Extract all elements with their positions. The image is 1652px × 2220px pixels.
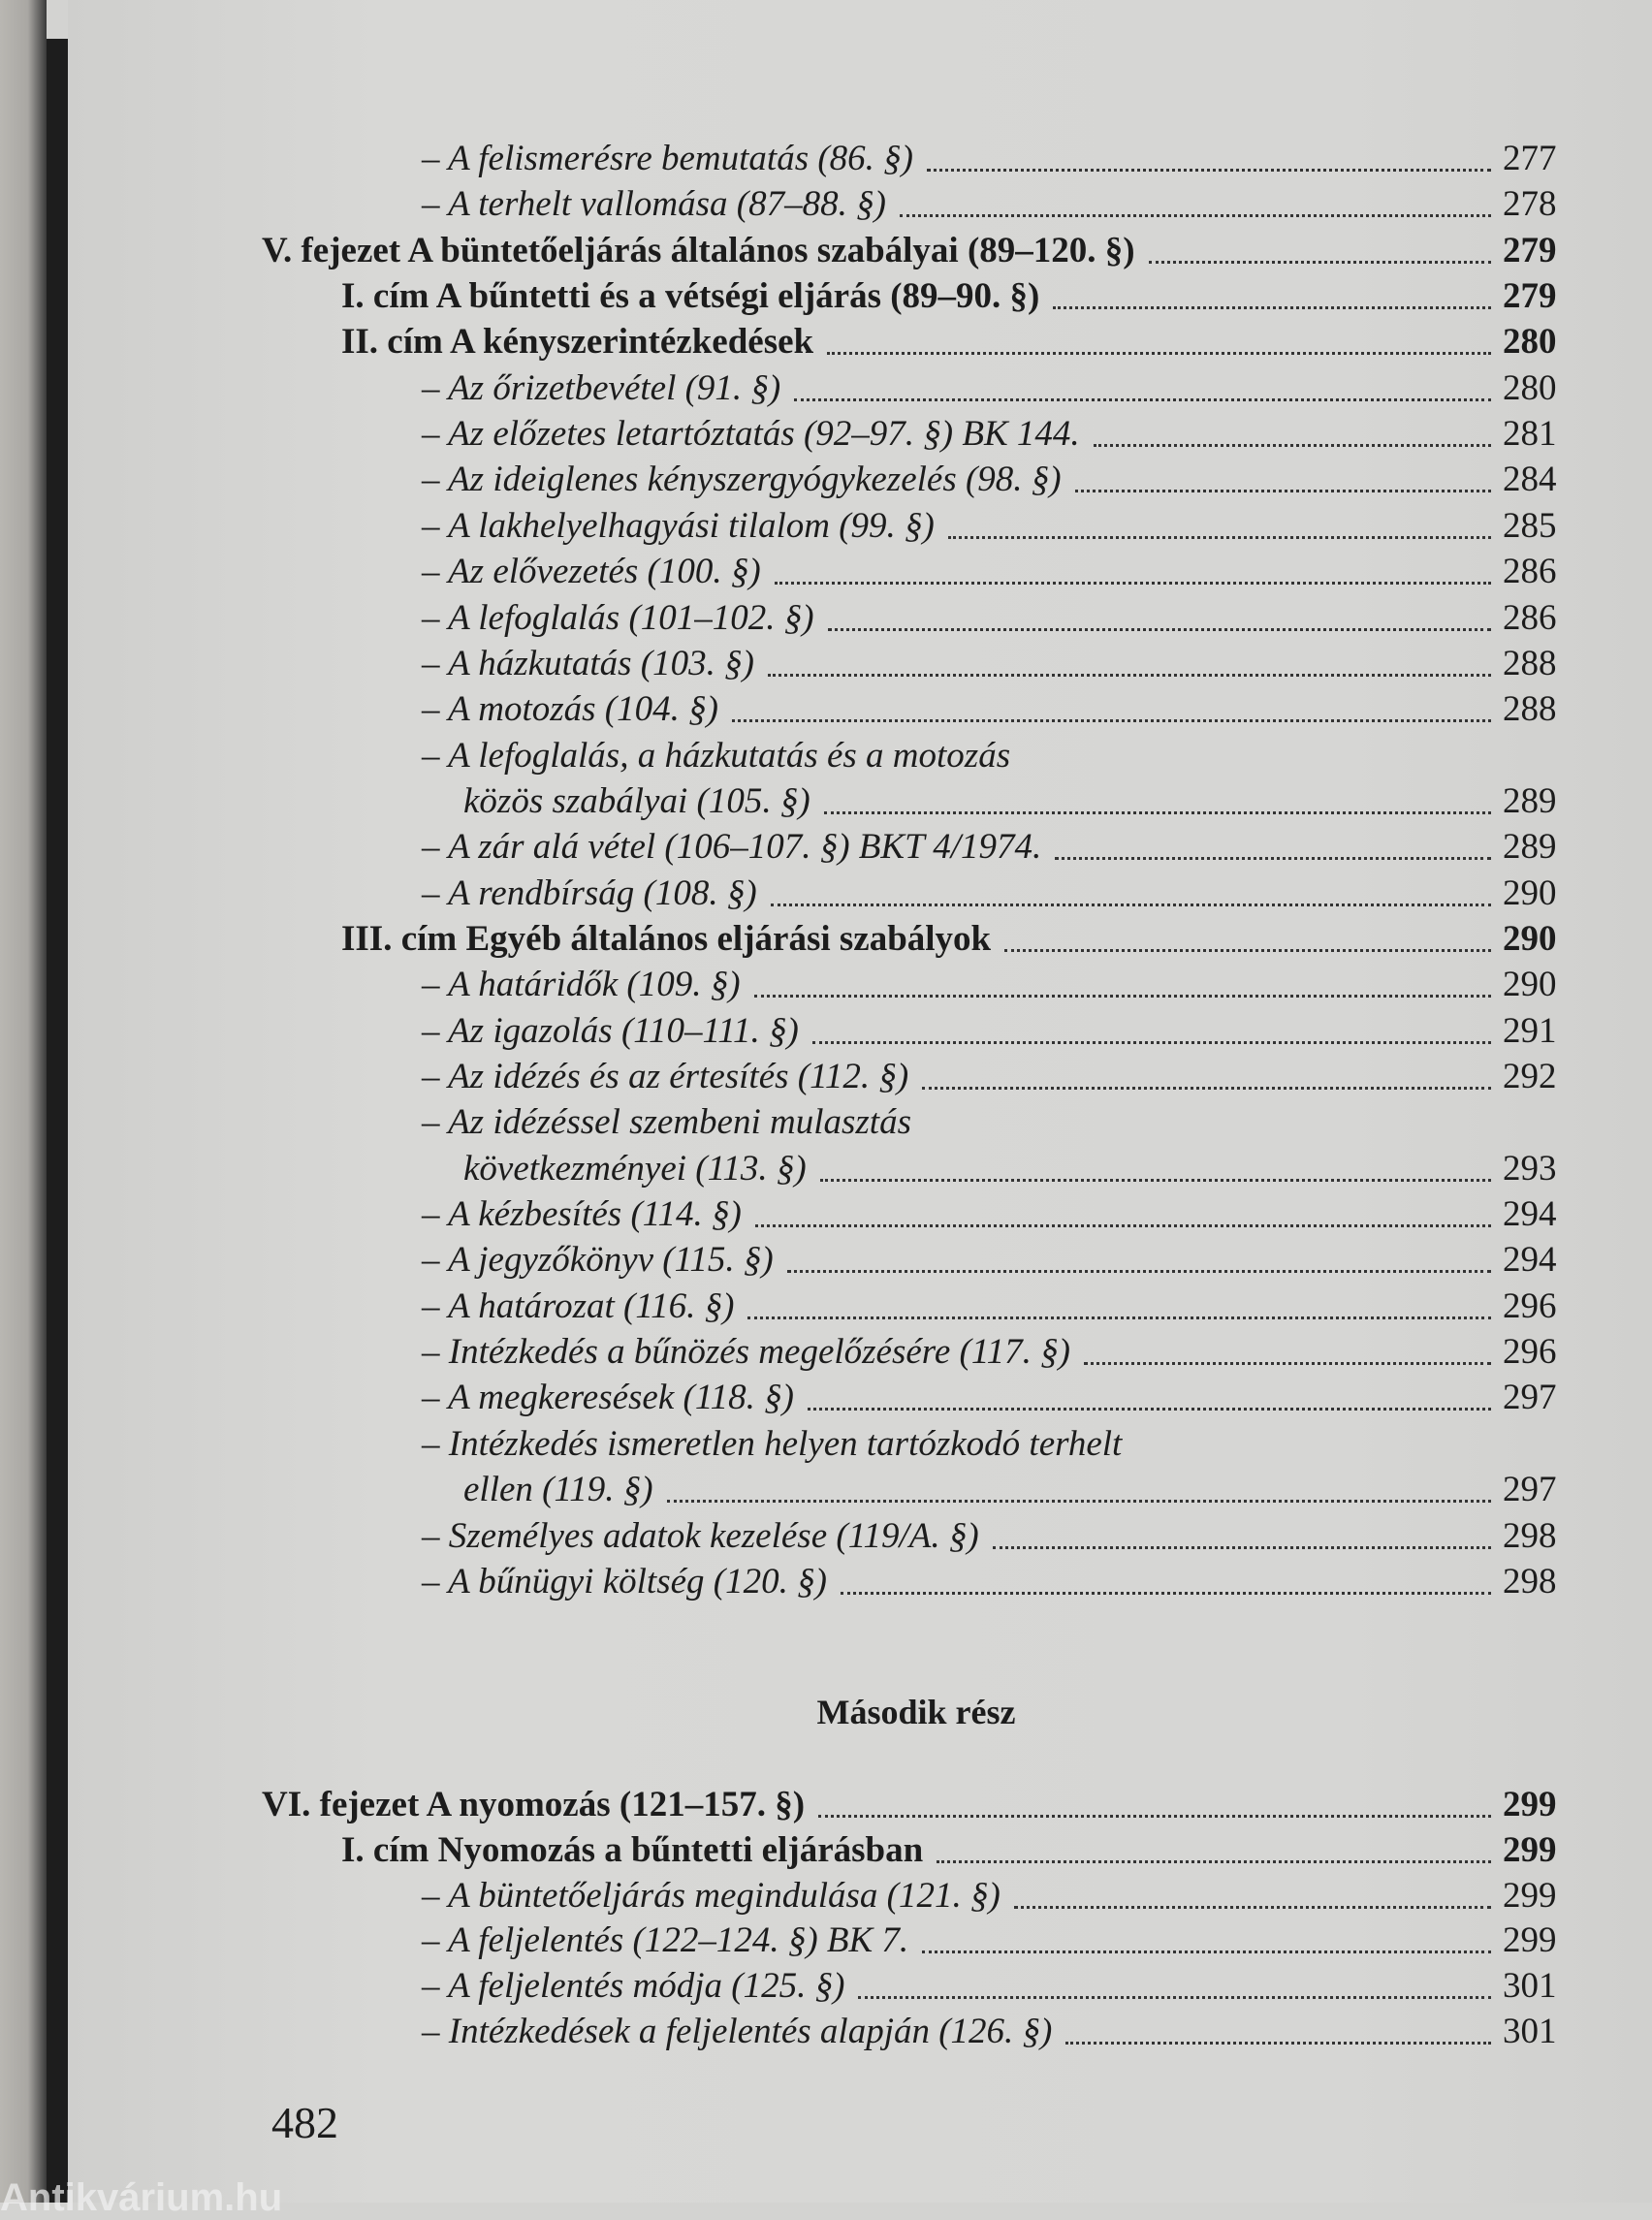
- dot-leader: [828, 627, 1491, 631]
- toc-entry-title: – A megkeresések (118. §): [422, 1378, 794, 1418]
- toc-entry-title: I. cím Nyomozás a bűntetti eljárásban: [341, 1829, 924, 1870]
- toc-entry: [0, 1513, 1571, 1559]
- dot-leader: [787, 1269, 1491, 1273]
- toc-entry: [0, 365, 1571, 411]
- toc-entry: [0, 1467, 1571, 1512]
- toc-entry: [0, 1375, 1571, 1420]
- toc-entry-title: közös szabályai (105. §): [463, 780, 810, 821]
- toc-entry-title: következményei (113. §): [463, 1148, 807, 1189]
- toc-entry-title: – Intézkedés a bűnözés megelőzésére (117. §): [422, 1332, 1070, 1373]
- toc-entry: [0, 1329, 1571, 1375]
- toc-entry-title: – Az elővezetés (100. §): [422, 552, 761, 592]
- toc-entry-title: II. cím A kényszerintézkedések: [341, 322, 814, 363]
- dot-leader: [1004, 948, 1491, 952]
- dot-leader: [937, 1859, 1491, 1863]
- toc-entry: [0, 1099, 1571, 1145]
- toc-entry-title: I. cím A bűntetti és a vétségi eljárás (89–90. §): [341, 276, 1040, 317]
- toc-entry: [0, 595, 1571, 641]
- toc-entry: [0, 686, 1571, 732]
- toc-entry: [0, 916, 1571, 962]
- dot-leader: [1149, 260, 1491, 264]
- toc-entry: [0, 871, 1571, 916]
- toc-entry-page: 290: [1503, 965, 1557, 1005]
- toc-entry: [0, 181, 1571, 227]
- toc-entry-title: – A büntetőeljárás megindulása (121. §): [422, 1875, 1001, 1916]
- dot-leader: [771, 903, 1491, 906]
- toc-entry-page: 289: [1503, 780, 1557, 821]
- dot-leader: [927, 168, 1491, 172]
- toc-entry: [0, 1782, 1571, 1827]
- toc-entry-page: 286: [1503, 597, 1557, 638]
- toc-entry: [0, 136, 1571, 181]
- toc-entry-title: V. fejezet A büntetőeljárás általános szabályai (89–120. §): [262, 230, 1135, 270]
- dot-leader: [1014, 1905, 1491, 1909]
- toc-entry: [0, 824, 1571, 870]
- toc-entry-title: III. cím Egyéb általános eljárási szabályok: [341, 918, 992, 959]
- toc-entry-page: 278: [1503, 184, 1557, 225]
- toc-entry-page: 280: [1503, 322, 1557, 363]
- toc-entry-title: – Az előzetes letartóztatás (92–97. §) BK 144.: [422, 414, 1080, 455]
- dot-leader: [732, 718, 1491, 722]
- toc-entry-title: – Intézkedések a feljelentés alapján (126. §): [422, 2012, 1053, 2051]
- toc-entry-title: – A lefoglalás, a házkutatás és a motozás: [422, 735, 1011, 776]
- toc-entry: [0, 962, 1571, 1007]
- dot-leader: [1053, 305, 1491, 309]
- toc-entry: [0, 228, 1571, 273]
- toc-entry-page: 284: [1503, 460, 1557, 500]
- toc-entry-title: – Az idézés és az értesítés (112. §): [422, 1057, 909, 1096]
- toc-entry-page: 280: [1503, 367, 1557, 408]
- toc-entry-page: 297: [1503, 1470, 1557, 1510]
- toc-entry-title: – A rendbírság (108. §): [422, 872, 757, 913]
- dot-leader: [818, 1814, 1491, 1818]
- toc-entry: [0, 1146, 1571, 1191]
- part-heading: Második rész: [816, 1693, 1016, 1731]
- toc-entry-title: – A jegyzőkönyv (115. §): [422, 1240, 774, 1281]
- toc-entry-page: 298: [1503, 1561, 1557, 1602]
- dot-leader: [747, 1316, 1491, 1319]
- toc-entry: [0, 503, 1571, 549]
- dot-leader: [808, 1407, 1491, 1411]
- toc-entry: [0, 733, 1571, 778]
- dot-leader: [922, 1086, 1491, 1090]
- toc-entry-title: – Az ideiglenes kényszergyógykezelés (98. §): [422, 460, 1062, 500]
- dot-leader: [1075, 489, 1491, 492]
- toc-entry-title: – A határidők (109. §): [422, 965, 741, 1005]
- dot-leader: [794, 397, 1491, 401]
- toc-entry-title: – Személyes adatok kezelése (119/A. §): [422, 1515, 979, 1556]
- watermark: Antikvárium.hu: [0, 2176, 283, 2219]
- toc-entry-page: 292: [1503, 1057, 1557, 1096]
- toc-entry-title: – A határozat (116. §): [422, 1285, 735, 1326]
- toc-entry-page: 296: [1503, 1285, 1557, 1326]
- toc-entry-title: ellen (119. §): [463, 1470, 653, 1510]
- toc-entry: [0, 1237, 1571, 1283]
- toc-entry-page: 301: [1503, 1966, 1557, 2007]
- toc-entry-page: 297: [1503, 1378, 1557, 1418]
- page-number: 482: [271, 2098, 338, 2147]
- toc-entry: [0, 549, 1571, 594]
- toc-entry: [0, 641, 1571, 686]
- dot-leader: [820, 1178, 1491, 1182]
- dot-leader: [841, 1591, 1491, 1595]
- toc-entry: [0, 1054, 1571, 1099]
- toc-entry-title: – A feljelentés módja (125. §): [422, 1966, 845, 2007]
- toc-entry-title: – A lakhelyelhagyási tilalom (99. §): [422, 505, 935, 546]
- toc-entry-page: 299: [1503, 1785, 1557, 1824]
- toc-entry: [0, 319, 1571, 365]
- toc-entry-title: – A kézbesítés (114. §): [422, 1194, 742, 1235]
- toc-entry-title: – Az idézéssel szembeni mulasztás: [422, 1102, 911, 1143]
- toc-entry-page: 299: [1503, 1875, 1557, 1916]
- toc-entry: [0, 1873, 1571, 1919]
- toc-entry-page: 288: [1503, 689, 1557, 730]
- toc-entry: [0, 1421, 1571, 1467]
- toc-entry-page: 296: [1503, 1332, 1557, 1373]
- toc-entry-title: – A felismerésre bemutatás (86. §): [422, 139, 913, 178]
- dot-leader: [1065, 2041, 1491, 2045]
- toc-entry-page: 288: [1503, 643, 1557, 683]
- dot-leader: [755, 1223, 1491, 1227]
- dot-leader: [768, 673, 1491, 677]
- toc-entry-title: – A zár alá vétel (106–107. §) BKT 4/1974.: [422, 827, 1042, 868]
- dot-leader: [1094, 443, 1491, 447]
- toc-entry-title: – A házkutatás (103. §): [422, 643, 754, 683]
- toc-entry-page: 301: [1503, 2012, 1557, 2051]
- toc-entry-title: – A feljelentés (122–124. §) BK 7.: [422, 1920, 909, 1961]
- dot-leader: [1084, 1361, 1491, 1365]
- toc-entry: [0, 457, 1571, 502]
- toc-entry-page: 281: [1503, 414, 1557, 455]
- toc-entry-title: – A lefoglalás (101–102. §): [422, 597, 814, 638]
- toc-entry: [0, 778, 1571, 824]
- dot-leader: [827, 351, 1491, 355]
- toc-entry-title: – A motozás (104. §): [422, 689, 718, 730]
- toc-entry: [0, 1191, 1571, 1237]
- toc-entry-page: 290: [1503, 872, 1557, 913]
- dot-leader: [900, 213, 1491, 217]
- toc-entry: [0, 1284, 1571, 1329]
- toc-entry-page: 279: [1503, 230, 1557, 270]
- toc-entry-title: – A terhelt vallomása (87–88. §): [422, 184, 886, 225]
- toc-entry-title: – Az őrizetbevétel (91. §): [422, 367, 781, 408]
- dot-leader: [812, 1040, 1491, 1044]
- dot-leader: [824, 810, 1491, 814]
- toc-entry-page: 294: [1503, 1194, 1557, 1235]
- dot-leader: [922, 1950, 1491, 1953]
- toc-entry-page: 293: [1503, 1148, 1557, 1189]
- toc-entry: [0, 273, 1571, 319]
- toc-entry-page: 291: [1503, 1010, 1557, 1051]
- toc-entry-page: 299: [1503, 1920, 1557, 1961]
- toc-entry-page: 277: [1503, 139, 1557, 178]
- dot-leader: [1055, 856, 1491, 860]
- toc-entry: [0, 1559, 1571, 1604]
- toc-entry-page: 294: [1503, 1240, 1557, 1281]
- toc-entry-page: 286: [1503, 552, 1557, 592]
- toc-entry-title: VI. fejezet A nyomozás (121–157. §): [262, 1785, 806, 1824]
- toc-entry: [0, 1827, 1571, 1873]
- toc-entry-page: 290: [1503, 918, 1557, 959]
- toc-entry: [0, 1918, 1571, 1963]
- dot-leader: [775, 581, 1491, 585]
- toc-entry: [0, 411, 1571, 457]
- toc-entry-page: 285: [1503, 505, 1557, 546]
- dot-leader: [667, 1499, 1491, 1503]
- dot-leader: [948, 535, 1491, 539]
- toc-entry-title: – Az igazolás (110–111. §): [422, 1010, 799, 1051]
- toc-entry: [0, 1963, 1571, 2009]
- toc-entry-page: 298: [1503, 1515, 1557, 1556]
- toc-entry-page: 279: [1503, 276, 1557, 317]
- toc-entry-title: – A bűnügyi költség (120. §): [422, 1561, 827, 1602]
- toc-entry-title: – Intézkedés ismeretlen helyen tartózkodó terhelt: [422, 1423, 1123, 1464]
- dot-leader: [993, 1545, 1491, 1549]
- toc-entry: [0, 2009, 1571, 2054]
- dot-leader: [858, 1995, 1491, 1999]
- toc-entry-page: 299: [1503, 1829, 1557, 1870]
- toc-entry: [0, 1008, 1571, 1054]
- dot-leader: [754, 994, 1491, 998]
- toc-entry-page: 289: [1503, 827, 1557, 868]
